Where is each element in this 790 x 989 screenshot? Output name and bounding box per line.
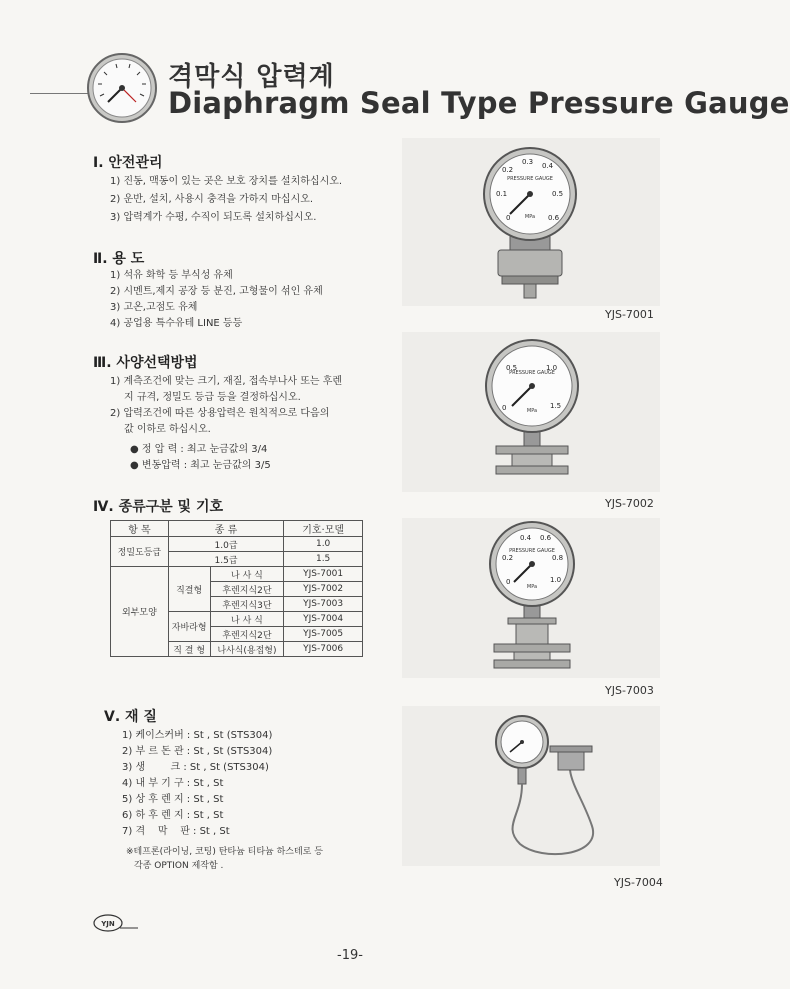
section-2-item-4: 4) 공업용 특수유테 LINE 등등 [110, 318, 243, 329]
model-label-7002: YJS-7002 [605, 497, 654, 510]
precision-label: 정밀도등급 [111, 537, 169, 567]
section-3-title: Ⅲ. 사양선택방법 [93, 355, 198, 371]
gauge-7003-image [402, 518, 660, 678]
gauge-7002-image [402, 332, 660, 492]
material-note-1: ※테프론(라이닝, 코팅) 탄타늄 티타늄 하스테로 등 [126, 847, 323, 857]
type-cell: 후렌지식2단 [210, 627, 284, 642]
material-item-4: 4) 내 부 기 구 : St , St [122, 778, 224, 789]
table-header-type: 종 류 [168, 521, 284, 537]
section-3-item-1b: 지 규격, 정밀도 등급 등을 결정하십시오. [124, 392, 301, 403]
material-item-6: 6) 하 후 렌 지 : St , St [122, 810, 224, 821]
type-cell: 후렌지식2단 [210, 582, 284, 597]
model-label-7004: YJS-7004 [614, 876, 663, 889]
model-label-7003: YJS-7003 [605, 684, 654, 697]
gauge-7003-tick: 0 [506, 578, 511, 586]
grade-2-code: 1.5 [284, 552, 363, 567]
material-item-3: 3) 생 크 : St , St (STS304) [122, 762, 269, 773]
product-photo-7004 [402, 706, 660, 866]
material-item-2: 2) 부 르 돈 관 : St , St (STS304) [122, 746, 273, 757]
code-cell: YJS-7006 [284, 642, 363, 657]
grade-2: 1.5급 [168, 552, 284, 567]
title-korean: 격막식 압력계 [168, 62, 335, 92]
gauge-7003-tick: 0.6 [540, 534, 552, 542]
table-row [111, 567, 363, 582]
direct-type-label-2: 직 결 형 [168, 642, 210, 657]
gauge-7002-tick: 1.0 [546, 364, 558, 372]
gauge-7003-tick: 1.0 [550, 576, 562, 584]
gauge-7001-tick: 0 [506, 214, 511, 222]
table-header-row [111, 521, 363, 537]
product-photo-7002 [402, 332, 660, 492]
bullet-2-text: 변동압력 : 최고 눈금값의 3/5 [141, 460, 271, 471]
gauge-7001-image [402, 138, 660, 306]
section-3-bullet-2: ● 변동압력 : 최고 눈금값의 3/5 [130, 460, 271, 471]
section-3-bullet-1: ● 정 압 력 : 최고 눈금값의 3/4 [130, 444, 268, 455]
gauge-7002-tick: 1.5 [550, 402, 562, 410]
header-rule [30, 93, 90, 94]
brand-logo-icon [92, 912, 138, 934]
table-row [111, 537, 363, 552]
gauge-7003-dial-label: PRESSURE GAUGE [509, 548, 555, 554]
section-1-item-1: 1) 진동, 맥동이 있는 곳은 보호 장치를 설치하십시오. [110, 176, 343, 187]
gauge-7002-tick: 0.5 [506, 364, 518, 372]
gauge-7001-tick: 0.6 [548, 214, 560, 222]
gauge-7001-tick: 0.1 [496, 190, 508, 198]
flange-type-label: 자바라형 [168, 612, 210, 642]
gauge-7003-tick: 0.4 [520, 534, 532, 542]
exterior-label: 외부모양 [111, 567, 169, 657]
section-3-item-2a: 2) 압력조건에 따른 상용압력은 원칙적으로 다음의 [110, 408, 330, 419]
section-1-item-2: 2) 운반, 설치, 사용시 충격을 가하지 마십시오. [110, 194, 314, 205]
section-2-item-3: 3) 고온,고점도 유체 [110, 302, 198, 313]
code-cell: YJS-7003 [284, 597, 363, 612]
gauge-7001-dial-label: PRESSURE GAUGE [507, 176, 553, 182]
table-header-item: 항 목 [111, 521, 169, 537]
material-item-5: 5) 상 후 렌 지 : St , St [122, 794, 224, 805]
gauge-7001-tick: 0.4 [542, 162, 554, 170]
section-3-item-2b: 값 이하로 하십시오. [124, 424, 211, 435]
gauge-7002-dial-label: PRESSURE GAUGE [509, 370, 555, 376]
title-english: Diaphragm Seal Type Pressure Gauge [168, 86, 790, 120]
section-2-item-1: 1) 석유 화학 등 부식성 유체 [110, 270, 233, 281]
section-5-title: Ⅴ. 재 질 [104, 709, 157, 725]
gauge-7002-tick: 0 [502, 404, 507, 412]
header-gauge-icon [86, 52, 158, 124]
gauge-7002-unit: MPa [526, 408, 538, 414]
type-cell: 나 사 식 [210, 612, 284, 627]
code-cell: YJS-7001 [284, 567, 363, 582]
grade-1-code: 1.0 [284, 537, 363, 552]
gauge-7003-unit: MPa [526, 584, 538, 590]
product-photo-7003 [402, 518, 660, 678]
section-1-item-3: 3) 압력계가 수평, 수직이 되도록 설치하십시오. [110, 212, 317, 223]
gauge-7001-tick: 0.2 [502, 166, 514, 174]
material-item-7: 7) 격 막 판 : St , St [122, 826, 230, 837]
brand-logo-text: YJN [101, 920, 115, 928]
material-note-2: 각종 OPTION 제작함 . [134, 861, 224, 871]
bullet-1-text: 정 압 력 : 최고 눈금값의 3/4 [141, 444, 268, 455]
code-cell: YJS-7002 [284, 582, 363, 597]
grade-1: 1.0급 [168, 537, 284, 552]
table-header-code: 기호·모델 [284, 521, 363, 537]
type-cell: 나 사 식 [210, 567, 284, 582]
gauge-7001-tick: 0.5 [552, 190, 564, 198]
type-cell: 후렌지식3단 [210, 597, 284, 612]
product-photo-7001 [402, 138, 660, 306]
type-cell: 나사식(용접형) [210, 642, 284, 657]
gauge-7001-unit: MPa [524, 214, 536, 220]
code-cell: YJS-7005 [284, 627, 363, 642]
material-item-1: 1) 케이스커버 : St , St (STS304) [122, 730, 273, 741]
section-2-title: Ⅱ. 용 도 [93, 251, 145, 267]
gauge-7003-tick: 0.8 [552, 554, 564, 562]
section-4-title: Ⅳ. 종류구분 및 기호 [93, 499, 223, 515]
gauge-7004-image [402, 706, 660, 866]
code-cell: YJS-7004 [284, 612, 363, 627]
spec-table [110, 520, 363, 657]
section-1-title: Ⅰ. 안전관리 [93, 155, 163, 171]
page-number: -19- [337, 948, 363, 963]
model-label-7001: YJS-7001 [605, 308, 654, 321]
gauge-7003-tick: 0.2 [502, 554, 514, 562]
direct-type-label: 직결형 [168, 567, 210, 612]
section-2-item-2: 2) 시멘트,제지 공장 등 분진, 고형물이 섞인 유체 [110, 286, 323, 297]
gauge-7001-tick: 0.3 [522, 158, 534, 166]
section-3-item-1a: 1) 계측조건에 맞는 크기, 재질, 접속부나사 또는 후렌 [110, 376, 343, 387]
